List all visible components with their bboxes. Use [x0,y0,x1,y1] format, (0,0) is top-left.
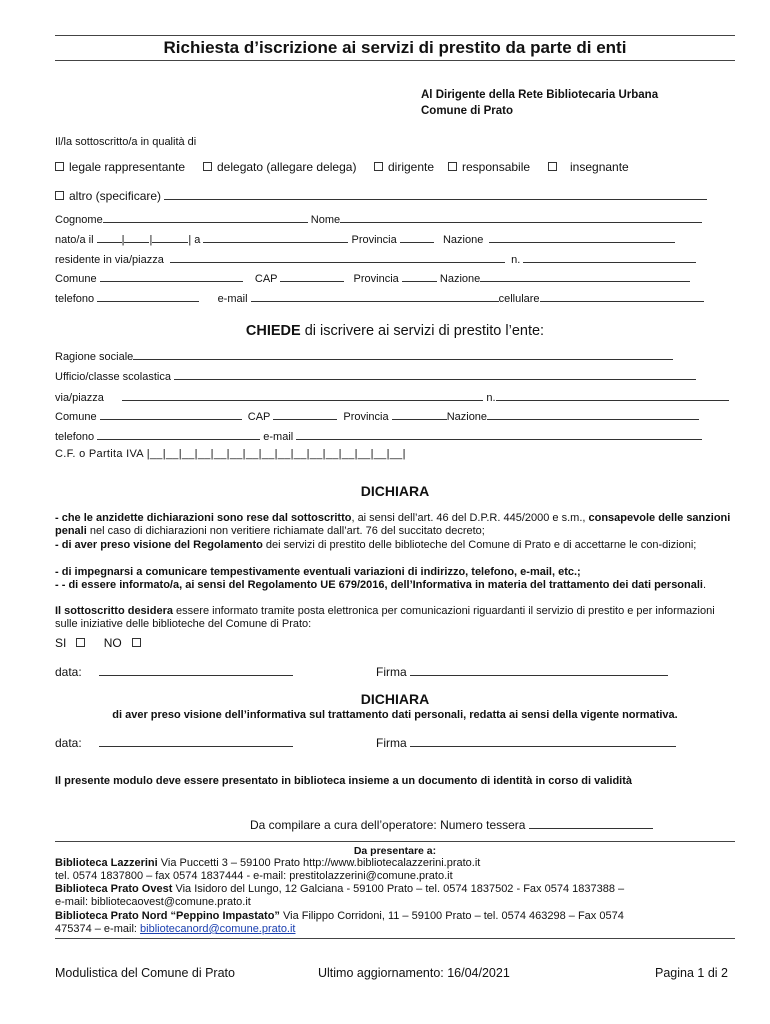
role-label: altro (specificare) [69,189,162,203]
data-label: data: [55,736,82,750]
intro-text: Il/la sottoscritto/a in qualità di [55,136,197,148]
ufficio-label: Ufficio/classe scolastica [55,371,171,383]
checkbox-icon[interactable] [55,162,64,171]
dich-p3-bold: - di impegnarsi a comunicare tempestivamente eventuali variazioni di indirizzo, telefono, e-mail, etc.; [55,566,581,578]
dich-p1-text: , ai sensi dell’art. 46 del D.P.R. 445/2000 e s.m., [351,512,586,524]
row-ufficio [55,368,696,383]
operator-label: Da compilare a cura dell’operatore: Numero tessera [250,818,526,832]
presentation-note: Il presente modulo deve essere presentato in biblioteca insieme a un documento di identità in corso di validità [55,775,633,787]
si-label: SI [55,636,67,650]
role-option-insegnante[interactable] [548,160,629,174]
cf-label: C.F. o Partita IVA [55,448,144,460]
data-label: data: [55,665,82,679]
data-row-2 [55,735,293,750]
dich-p2-bold: - di aver preso visione del Regolamento [55,539,263,551]
page-title: Richiesta d’iscrizione ai servizi di prestito da parte di enti [163,38,627,57]
dich-p4-bold: - - di essere informato/a, ai sensi del Regolamento UE 679/2016, dell’Informativa in materia del trattamento dei dati personali [55,579,703,591]
row-ente-comune [55,408,699,423]
chiede-heading [0,323,770,339]
provincia-label: Provincia [343,411,389,423]
role-option-dirigente[interactable] [374,160,434,174]
recipient-line-2: Comune di Prato [421,105,514,117]
role-option-responsabile[interactable] [448,160,530,174]
row-comune [55,270,690,285]
ufficio-field[interactable] [174,368,696,380]
provincia-label: Provincia [351,234,397,246]
dich-p5-text: essere informato tramite posta elettronica per comunicazioni riguardanti il servizio di prestito e per informazioni sulle iniziative delle biblioteche del Comune di Prato: [55,605,715,631]
no-label: NO [103,636,122,650]
row-nascita: nato/a il | | | a Provincia Nazione [55,231,675,246]
birth-provincia-field[interactable] [400,231,434,243]
checkbox-icon[interactable] [55,191,64,200]
role-label: dirigente [388,160,435,174]
library-name: Biblioteca Prato Ovest [55,883,173,895]
no-checkbox-icon[interactable] [132,638,141,647]
dichiara-2-text: di aver preso visione dell’informativa sul trattamento dati personali, redatta ai sensi della vigente normativa. [112,709,678,721]
provincia-label: Provincia [353,273,399,285]
row-residenza [55,251,696,266]
checkbox-icon[interactable] [448,162,457,171]
dichiara-heading-1: DICHIARA [360,483,430,499]
dichiara-paragraph-3 [55,566,735,579]
operator-row [250,817,653,832]
checkbox-icon[interactable] [203,162,212,171]
nazione-field[interactable] [480,270,690,282]
role-label: insegnante [570,160,629,174]
role-label: delegato (allegare delega) [217,160,357,174]
dich-p5-bold: Il sottoscritto desidera [55,605,173,617]
title-top-rule [55,35,735,36]
library-name: Biblioteca Prato Nord “Peppino Impastato” [55,910,280,922]
row-ragione-sociale [55,348,673,363]
library-address: Via Puccetti 3 – 59100 Prato http://www.bibliotecalazzerini.prato.it [160,857,481,869]
telefono-label: telefono [55,431,95,443]
nazione-label: Nazione [446,411,488,423]
firma-field-1[interactable] [410,664,668,676]
comune-label: Comune [55,411,97,423]
row-cognome-nome [55,211,702,226]
footer-center: Ultimo aggiornamento: 16/04/2021 [318,966,510,980]
dichiara-paragraph-1 [55,512,735,539]
row-ente-telefono [55,428,702,443]
firma-field-2[interactable] [410,735,676,747]
presentare-heading: Da presentare a: [353,845,437,857]
cognome-field[interactable] [103,211,308,223]
birth-place-field[interactable] [203,231,348,243]
cap-field[interactable] [280,270,344,282]
library-address: Via Filippo Corridoni, 11 – 59100 Prato – tel. 0574 463298 – Fax 0574 [282,910,624,922]
email-field[interactable] [251,290,499,302]
dich-p2-text: dei servizi di prestito delle biblioteche del Comune di Prato e di accettarne le con-dizioni; [265,539,697,551]
library-ovest-contacts: e-mail: bibliotecaovest@comune.prato.it [55,896,251,908]
ragione-field[interactable] [133,348,673,360]
ente-cap-field[interactable] [273,408,337,420]
telefono-field[interactable] [97,290,199,302]
firma-label: Firma [376,736,407,750]
presentare-bottom-rule [55,938,735,939]
data-row-1 [55,664,293,679]
birth-year-field[interactable] [152,231,188,243]
library-lazzerini [55,857,480,869]
row-cf-piva [55,448,406,460]
dichiara-paragraph-4 [55,579,735,592]
dichiara-paragraph-5 [55,605,735,632]
birth-nazione-field[interactable] [489,231,675,243]
email-label: e-mail [263,431,294,443]
cellulare-label: cellulare [498,293,540,305]
telefono-label: telefono [55,293,95,305]
title-bottom-rule [55,60,735,61]
ragione-label: Ragione sociale [55,351,134,363]
library-name: Biblioteca Lazzerini [55,857,158,869]
role-option-delegato[interactable] [203,160,356,174]
dich-p1-text-2: nel caso di dichiarazioni non veritiere richiamate dall’art. 76 del succitato decreto; [89,525,485,538]
ente-telefono-field[interactable] [97,428,260,440]
nazione-label: Nazione [442,234,484,246]
dichiara-paragraph-2 [55,539,735,552]
role-label: responsabile [462,160,531,174]
nome-label: Nome [310,214,341,226]
numero-label: n. [511,254,521,266]
row-telefono [55,290,704,305]
cap-label: CAP [254,273,278,285]
presentare-top-rule [55,841,735,842]
si-checkbox-icon[interactable] [76,638,85,647]
firma-row-2 [376,735,676,750]
nato-label: nato/a il [55,234,94,246]
residente-label: residente in via/piazza [55,254,164,266]
birth-day-field[interactable] [97,231,122,243]
dich-p1-bold-2: consapevole delle sanzioni penali [55,512,731,538]
ente-via-field[interactable] [122,389,483,401]
nome-field[interactable] [340,211,702,223]
ente-provincia-field[interactable] [392,408,447,420]
footer-page-number: Pagina 1 di 2 [655,966,728,980]
library-nord [55,910,624,922]
library-lazzerini-contacts: tel. 0574 1837800 – fax 0574 1837444 - e-mail: prestitolazzerini@comune.prato.it [55,870,453,882]
dichiara-heading-2: DICHIARA [360,691,430,707]
chiede-bold: CHIEDE [245,323,301,339]
library-ovest [55,883,624,895]
row-ente-via [55,389,729,404]
nazione-label: Nazione [439,273,481,285]
ente-email-field[interactable] [296,428,702,440]
cognome-label: Cognome [55,214,103,226]
ente-nazione-field[interactable] [487,408,699,420]
dich-p1-bold: - che le anzidette dichiarazioni sono rese dal sottoscritto [55,512,352,524]
comune-field[interactable] [100,270,243,282]
ente-comune-field[interactable] [100,408,242,420]
via-label: via/piazza [55,392,104,404]
firma-label: Firma [376,665,407,679]
data-field-1[interactable] [99,664,293,676]
data-field-2[interactable] [99,735,293,747]
footer-left: Modulistica del Comune di Prato [55,966,235,980]
role-option-legale[interactable] [55,160,185,174]
library-nord-email-link[interactable]: bibliotecanord@comune.prato.it [140,923,296,935]
birth-month-field[interactable] [124,231,149,243]
numero-tessera-field[interactable] [529,817,653,829]
cellulare-field[interactable] [540,290,704,302]
residenza-numero-field[interactable] [523,251,696,263]
ente-numero-field[interactable] [496,389,729,401]
a-label: a [194,234,201,246]
altro-field[interactable] [164,188,707,200]
checkbox-icon[interactable] [374,162,383,171]
library-address: Via Isidoro del Lungo, 12 Galciana - 59100 Prato – tel. 0574 1837502 - Fax 0574 1837388 – [175,883,625,895]
library-contact-text: 475374 – e-mail: [55,923,137,935]
role-option-altro[interactable] [55,188,707,203]
cf-boxes[interactable]: |__|__|__|__|__|__|__|__|__|__|__|__|__|__|__|__| [146,448,406,460]
checkbox-icon[interactable] [548,162,557,171]
recipient-line-1: Al Dirigente della Rete Bibliotecaria Urbana [421,89,659,101]
chiede-text: di iscrivere ai servizi di prestito l’ente: [304,323,545,339]
role-label: legale rappresentante [69,160,186,174]
firma-row-1 [376,664,668,679]
library-nord-contacts [55,923,296,935]
provincia-field[interactable] [402,270,437,282]
numero-label: n. [486,392,496,404]
comune-label: Comune [55,273,97,285]
cap-label: CAP [247,411,271,423]
residenza-via-field[interactable] [170,251,505,263]
dich-p4-text: . [702,579,707,591]
si-no-options [55,636,146,650]
email-label: e-mail [217,293,248,305]
